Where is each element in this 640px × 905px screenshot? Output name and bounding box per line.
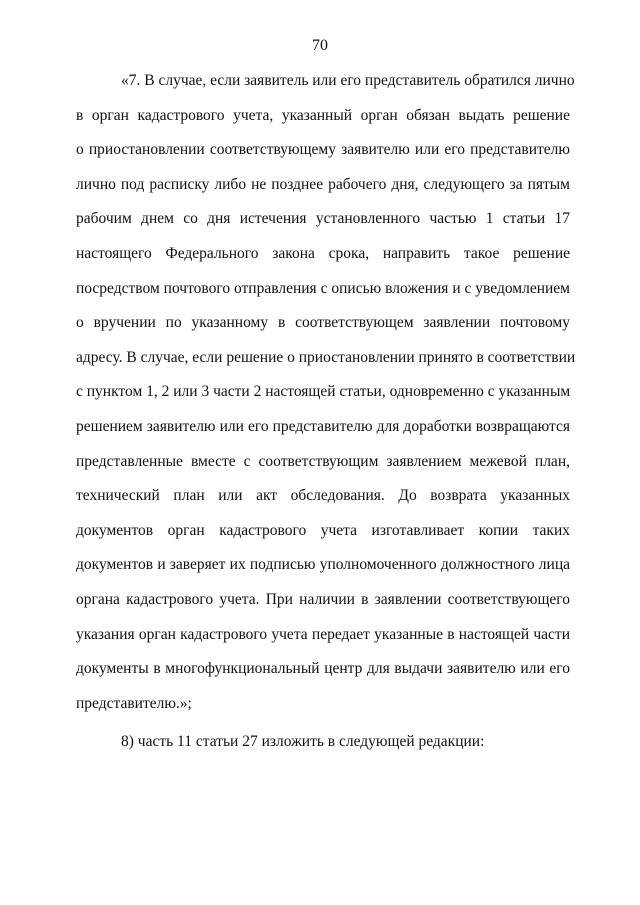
text-line: лично под расписку либо не позднее рабочего дня, следующего за пятым bbox=[76, 175, 570, 193]
text-line: настоящего Федерального закона срока, направить такое решение bbox=[76, 244, 570, 262]
text-line: о приостановлении соответствующему заявителю или его представителю bbox=[76, 141, 570, 159]
text-line: документов орган кадастрового учета изготавливает копии таких bbox=[76, 521, 570, 539]
text-line: органа кадастрового учета. При наличии в заявлении соответствующего bbox=[76, 590, 570, 608]
text-line: «7. В случае, если заявитель или его представитель обратился лично bbox=[121, 72, 575, 89]
text-line: решением заявителю или его представителю для доработки возвращаются bbox=[76, 417, 570, 435]
text-line: о вручении по указанному в соответствующем заявлении почтовому bbox=[76, 314, 570, 332]
text-line: указания орган кадастрового учета передает указанные в настоящей части bbox=[76, 625, 570, 643]
text-line: посредством почтового отправления с описью вложения и с уведомлением bbox=[76, 279, 570, 297]
text-line: адресу. В случае, если решение о приостановлении принято в соответствии bbox=[76, 348, 576, 366]
text-line: документов и заверяет их подписью уполномоченного должностного лица bbox=[76, 556, 570, 574]
text-line: 8) часть 11 статьи 27 изложить в следующей редакции: bbox=[121, 733, 485, 751]
text-line: представителю.»; bbox=[76, 694, 192, 712]
text-line: представленные вместе с соответствующим заявлением межевой план, bbox=[76, 452, 570, 470]
text-line: документы в многофункциональный центр для выдачи заявителю или его bbox=[76, 660, 570, 678]
document-body bbox=[76, 64, 576, 760]
text-line: рабочим днем со дня истечения установленного частью 1 статьи 17 bbox=[76, 210, 570, 228]
text-line: технический план или акт обследования. До возврата указанных bbox=[76, 487, 570, 505]
paragraph-8 bbox=[76, 725, 570, 760]
paragraph-7 bbox=[76, 64, 576, 721]
page-number: 70 bbox=[312, 37, 328, 54]
text-line: в орган кадастрового учета, указанный орган обязан выдать решение bbox=[76, 106, 570, 124]
text-line: с пунктом 1, 2 или 3 части 2 настоящей статьи, одновременно с указанным bbox=[76, 383, 571, 401]
